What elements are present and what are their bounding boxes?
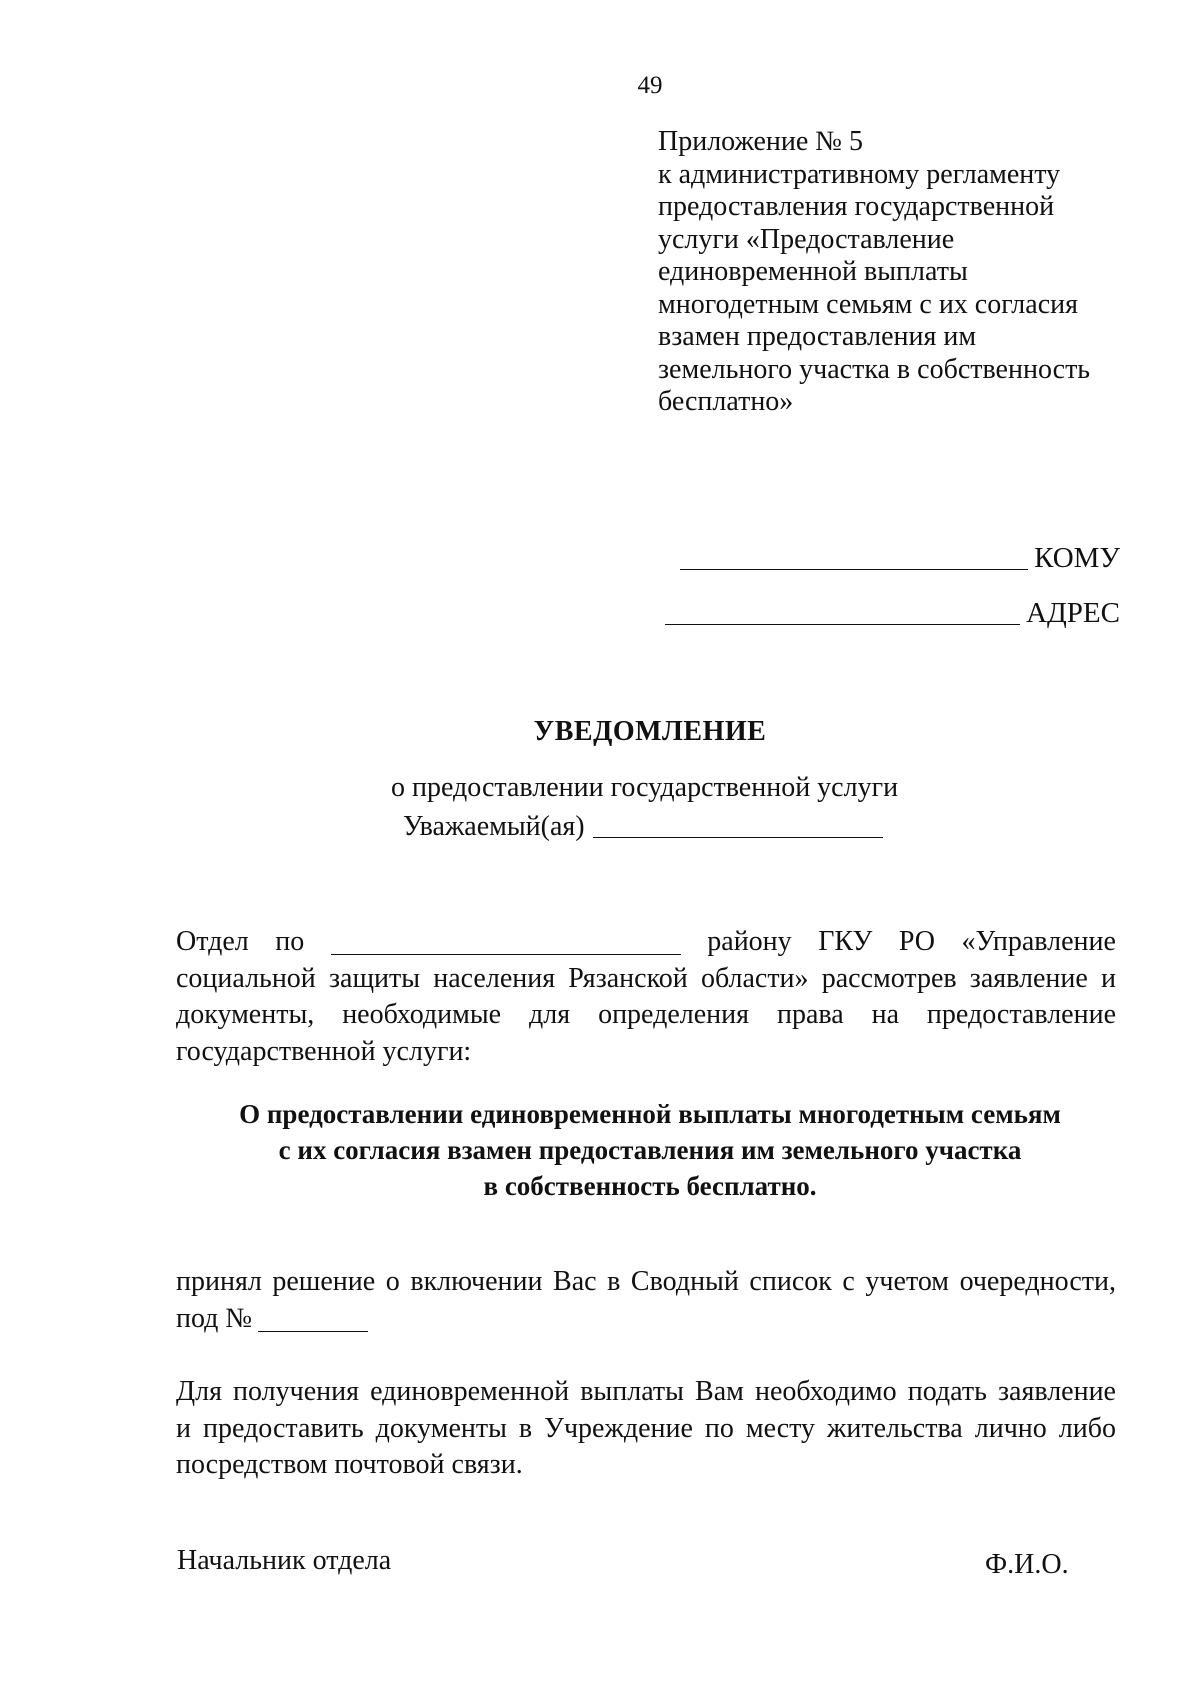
instruction-paragraph xyxy=(176,1374,1116,1484)
decision-line: принял решение о включении Вас в Сводный список с учетом очередности, xyxy=(176,1266,1116,1297)
recipient-to-row xyxy=(660,542,1120,575)
recipient-to-label: КОМУ xyxy=(1034,542,1120,574)
dept-word: по xyxy=(275,926,305,957)
paragraph-line: государственной услуги: xyxy=(176,1035,472,1067)
district-blank[interactable] xyxy=(331,954,681,955)
greeting-name-blank[interactable] xyxy=(593,837,883,838)
department-paragraph xyxy=(176,924,1116,1070)
appendix-line: взамен предоставления им xyxy=(658,321,977,352)
paragraph-line: посредством почтовой связи. xyxy=(176,1449,523,1480)
recipient-address-blank[interactable] xyxy=(665,624,1020,625)
bold-line: О предоставлении единовременной выплаты многодетным семьям xyxy=(239,1099,1061,1129)
decision-number-row xyxy=(176,1301,1116,1338)
recipient-address-row xyxy=(660,597,1120,630)
page-number: 49 xyxy=(637,72,663,99)
signature-position: Начальник отдела xyxy=(177,1545,392,1576)
signature-name: Ф.И.О. xyxy=(985,1549,1069,1580)
greeting-row xyxy=(403,811,883,843)
dept-word: РО xyxy=(898,926,935,957)
appendix-line: многодетным семьям с их согласия xyxy=(658,288,1078,320)
bold-line: в собственность бесплатно. xyxy=(483,1171,817,1201)
service-title-bold xyxy=(0,1096,1200,1204)
paragraph-line: и предоставить документы в Учреждение по месту жительства лично либо xyxy=(176,1412,1116,1444)
decision-number-blank[interactable] xyxy=(258,1331,368,1332)
appendix-line: к административному регламенту xyxy=(658,158,1061,190)
greeting-label: Уважаемый(ая) xyxy=(403,811,585,842)
paragraph-line: документы, необходимые для определения права на предоставление xyxy=(176,999,1116,1030)
dept-word: «Управление xyxy=(961,926,1116,957)
appendix-line: услуги «Предоставление xyxy=(658,223,955,255)
recipient-address-label: АДРЕС xyxy=(1026,597,1120,629)
dept-word: району xyxy=(707,926,792,957)
decision-paragraph xyxy=(176,1264,1116,1337)
appendix-line: единовременной выплаты xyxy=(658,256,968,287)
dept-word: ГКУ xyxy=(818,926,873,957)
paragraph-line: социальной защиты населения Рязанской области» рассмотрев заявление и xyxy=(176,962,1116,994)
bold-line: с их согласия взамен предоставления им земельного участка xyxy=(278,1135,1022,1165)
appendix-line: Приложение № 5 xyxy=(658,126,863,157)
appendix-line: земельного участка в собственность xyxy=(658,353,1091,385)
department-line xyxy=(176,924,1116,961)
paragraph-line: Для получения единовременной выплаты Вам необходимо подать заявление xyxy=(176,1376,1116,1407)
decision-number-label: под № xyxy=(176,1302,253,1334)
dept-word: Отдел xyxy=(176,926,249,957)
appendix-line: предоставления государственной xyxy=(658,191,1055,222)
recipient-to-blank[interactable] xyxy=(680,569,1028,570)
appendix-line: бесплатно» xyxy=(658,386,794,417)
notice-title: УВЕДОМЛЕНИЕ xyxy=(533,716,767,747)
notice-subtitle: о предоставлении государственной услуги xyxy=(391,772,899,803)
appendix-header xyxy=(658,126,1090,419)
